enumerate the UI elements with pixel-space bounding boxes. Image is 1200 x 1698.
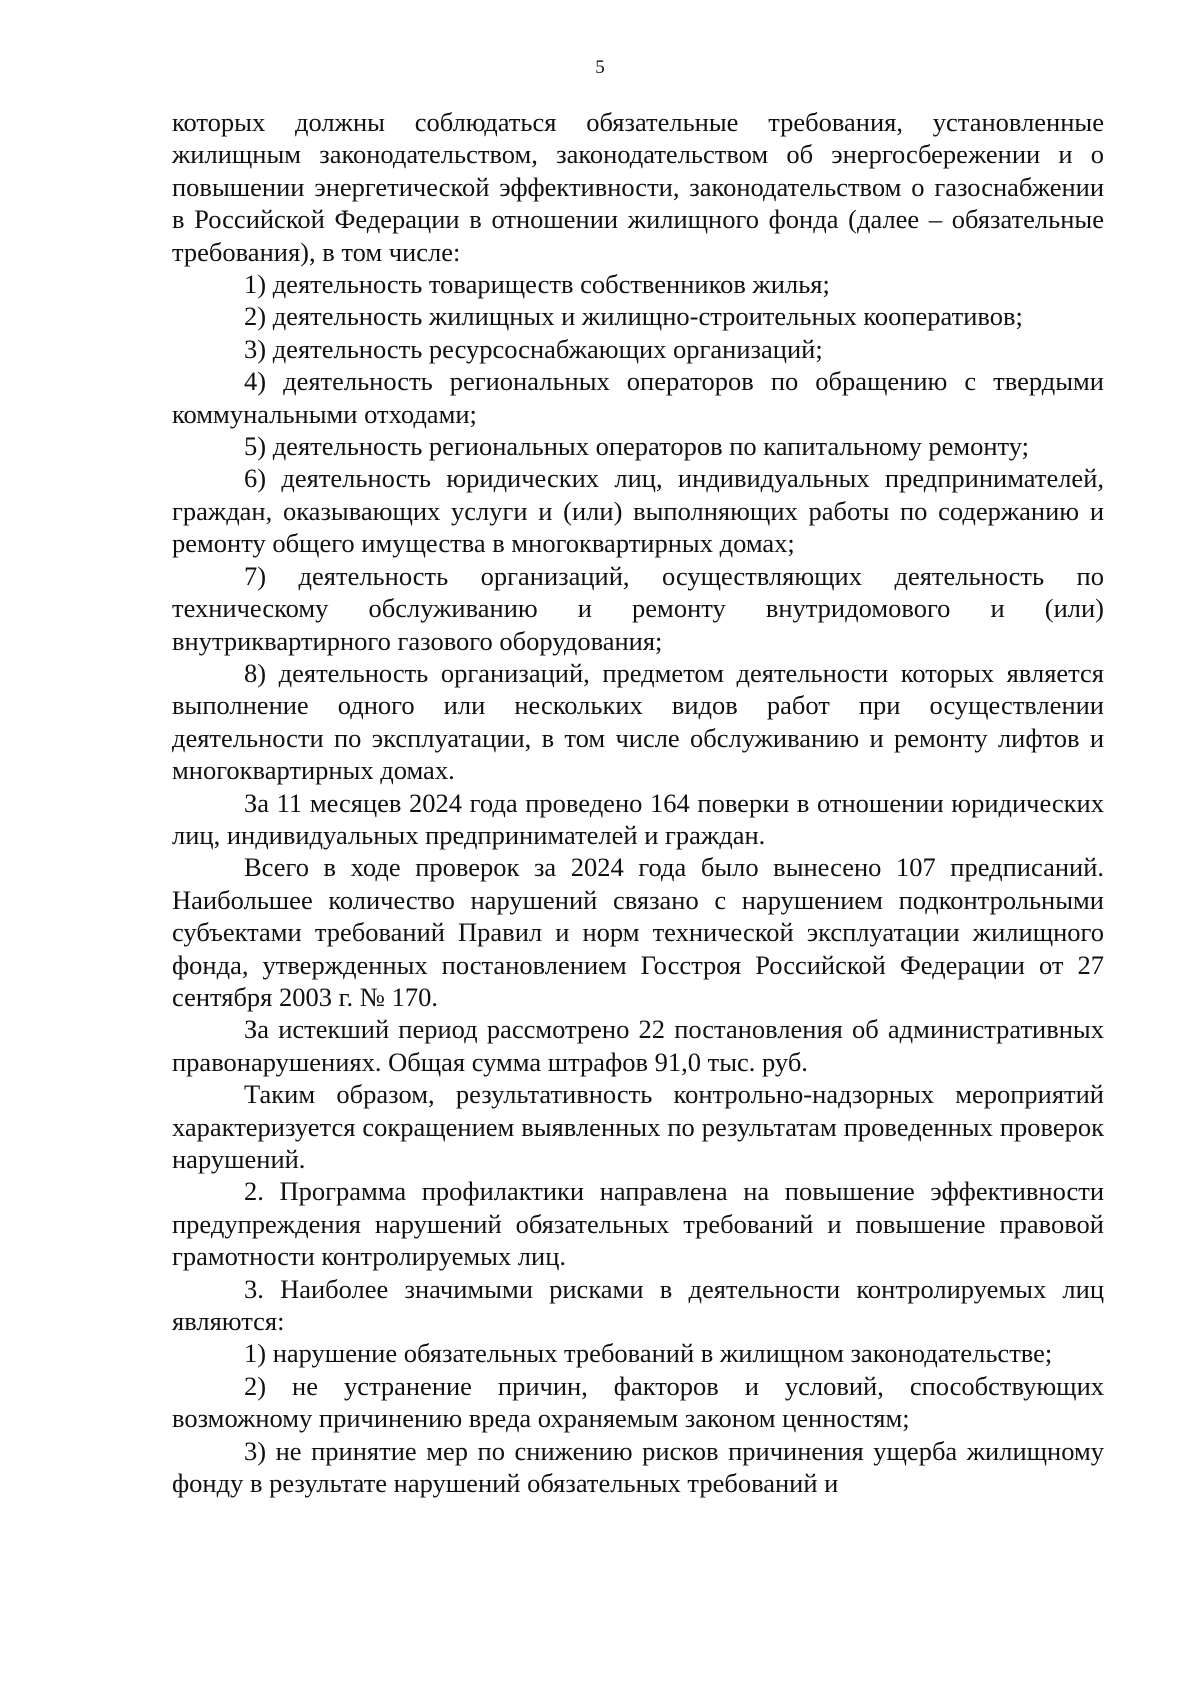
list-item-8: 8) деятельность организаций, предметом деятельности которых является выполнение одного или нескольких видов работ при осуществлении деятельности по эксплуатации, в том числе обслуживанию и ремонту лифтов и многоквартирных домах. [172,657,1104,786]
section-3-paragraph: 3. Наиболее значимыми рисками в деятельности контролируемых лиц являются: [172,1273,1104,1337]
document-body [172,106,1104,1499]
list-item-2: 2) деятельность жилищных и жилищно-строительных кооперативов; [244,301,1023,332]
list-item-3: 3) деятельность ресурсоснабжающих организаций; [244,333,823,364]
risk-item-1: 1) нарушение обязательных требований в жилищном законодательстве; [244,1338,1053,1369]
paragraph-fines: За истекший период рассмотрено 22 постановления об административных правонарушениях. Общая сумма штрафов 91,0 тыс. руб. [172,1014,1104,1077]
list-item-7: 7) деятельность организаций, осуществляющих деятельность по техническому обслуживанию и ремонту внутридомового и (или) внутриквартирного газового оборудования; [172,560,1104,656]
list-item-1: 1) деятельность товариществ собственников жилья; [244,269,830,300]
paragraph-conclusion: Таким образом, результативность контрольно-надзорных мероприятий характеризуется сокращением выявленных по результатам проведенных проверок нарушений. [172,1079,1104,1174]
paragraph-orders: Всего в ходе проверок за 2024 года было вынесено 107 предписаний. Наибольшее количество нарушений связано с нарушением подконтрольными субъектами требований Правил и норм технической эксплуатации жилищного фонда, утвержденных постановлением Госстроя Российской Федерации от 27 сентября 2003 г. № 170. [172,852,1104,1012]
risk-item-3: 3) не принятие мер по снижению рисков причинения ущерба жилищному фонду в результате нарушений обязательных требований и [172,1435,1104,1499]
list-item-6: 6) деятельность юридических лиц, индивидуальных предпринимателей, граждан, оказывающих услуги и (или) выполняющих работы по содержанию и ремонту общего имущества в многоквартирных домах; [172,463,1104,559]
risk-item-2: 2) не устранение причин, факторов и условий, способствующих возможному причинению вреда охраняемым законом ценностям; [172,1370,1104,1434]
paragraph-continuation: которых должны соблюдаться обязательные требования, установленные жилищным законодательством, законодательством об энергосбережении и о повышении энергетической эффективности, законодательством о газоснабжении в Российской Федерации в отношении жилищного фонда (далее – обязательные требования), в том числе: [172,107,1104,267]
page-number: 5 [595,57,605,78]
section-2-paragraph: 2. Программа профилактики направлена на повышение эффективности предупреждения нарушений обязательных требований и повышение правовой грамотности контролируемых лиц. [172,1176,1104,1272]
paragraph-inspections: За 11 месяцев 2024 года проведено 164 поверки в отношении юридических лиц, индивидуальных предпринимателей и граждан. [172,787,1104,850]
list-item-5: 5) деятельность региональных операторов по капитальному ремонту; [244,431,1030,462]
list-item-4: 4) деятельность региональных операторов по обращению с твердыми коммунальными отходами; [172,366,1104,429]
